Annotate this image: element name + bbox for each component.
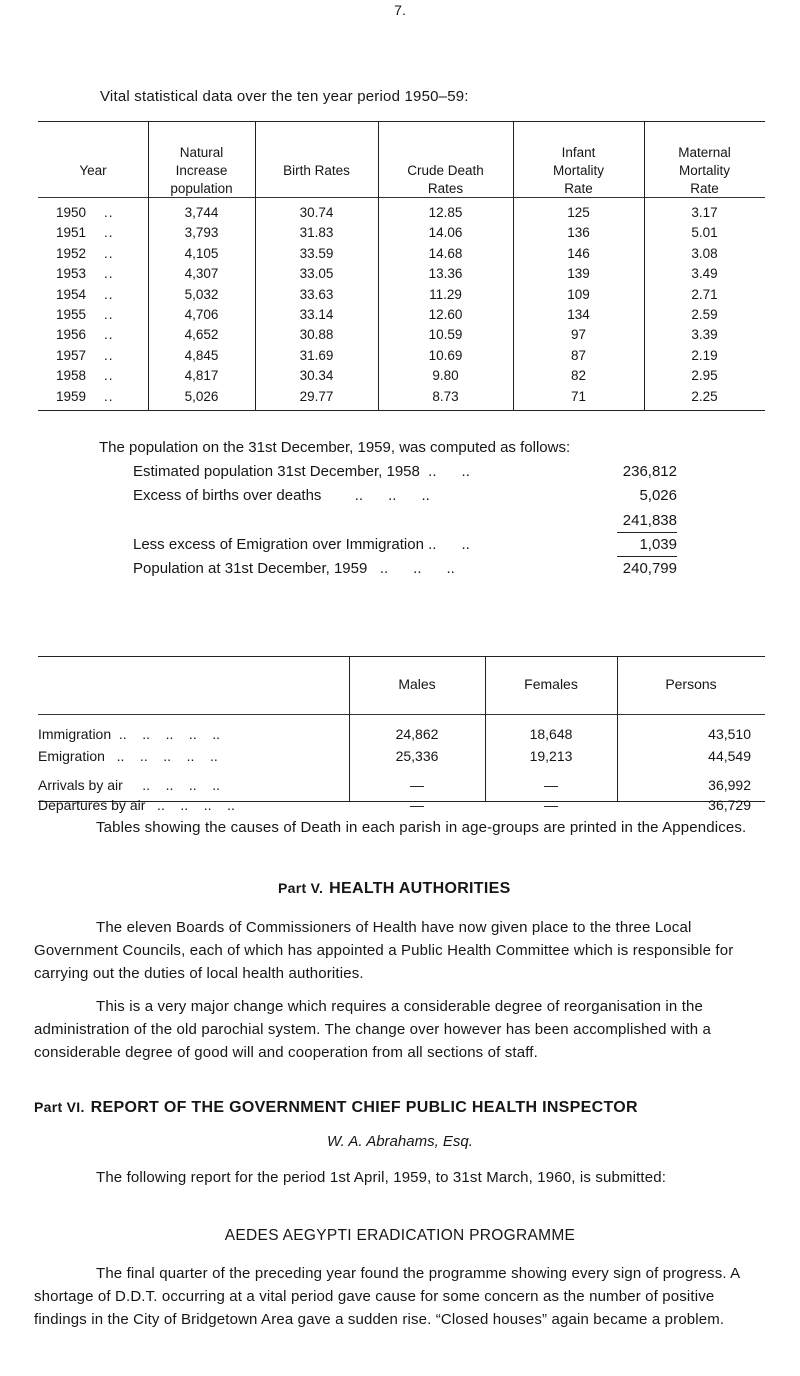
cell-birth-rate: 31.83 (299, 225, 334, 241)
population-title: The population on the 31st December, 1959, was computed as follows: (99, 439, 571, 456)
cell-crude-death: 14.06 (428, 225, 463, 241)
cell-crude-death: 11.29 (429, 286, 462, 302)
leader-dots: .. (104, 205, 114, 220)
leader-dots: .. (104, 225, 114, 241)
table-row (38, 205, 765, 226)
cell-males: 25,336 (395, 748, 439, 764)
population-line-label: Less excess of Emigration over Immigration .. .. (133, 536, 470, 553)
cell-infant: 139 (567, 266, 590, 282)
header-line: Infant (561, 145, 596, 160)
cell-birth-rate: 33.05 (299, 266, 334, 282)
header-persons: Persons (665, 676, 717, 692)
population-line-value: 240,799 (622, 560, 677, 577)
page-number: 7. (394, 2, 406, 18)
part-title: HEALTH AUTHORITIES (329, 880, 511, 897)
header-year: Year (79, 163, 107, 178)
header-maternal-mortality (644, 144, 765, 198)
cell-birth-rate: 31.69 (299, 347, 334, 363)
cell-natural-increase: 4,307 (184, 266, 219, 282)
cell-natural-increase: 4,845 (184, 347, 219, 363)
population-line-value: 241,838 (622, 512, 677, 529)
header-line: Increase (175, 163, 228, 178)
table-row (38, 389, 765, 410)
cell-females: 18,648 (529, 726, 573, 742)
header-line: Mortality (552, 163, 604, 178)
cell-persons: 36,729 (708, 797, 751, 813)
cell-maternal: 5.01 (691, 225, 718, 241)
cell-females: — (544, 777, 558, 793)
cell-infant: 125 (567, 205, 590, 220)
cell-birth-rate: 33.59 (299, 245, 334, 261)
header-females: Females (524, 676, 578, 692)
part-label: Part VI. (34, 1099, 85, 1115)
cell-birth-rate: 33.63 (299, 286, 334, 302)
population-line-value: 5,026 (639, 487, 677, 504)
part-label: Part V. (278, 880, 324, 896)
part-6-paragraph-1: The following report for the period 1st April, 1959, to 31st March, 1960, is submitted: (96, 1169, 667, 1186)
table-row (38, 225, 765, 246)
header-natural-increase (148, 144, 255, 198)
table-row (38, 246, 765, 267)
part-6-heading (34, 1099, 638, 1117)
cell-infant: 134 (567, 307, 590, 322)
programme-subheading: AEDES AEGYPTI ERADICATION PROGRAMME (224, 1227, 576, 1244)
row-label: Departures by air .. .. .. .. (38, 797, 235, 813)
cell-infant: 136 (567, 225, 590, 241)
cell-birth-rate: 30.88 (299, 327, 334, 343)
cell-males: — (410, 777, 424, 793)
population-line-label: Estimated population 31st December, 1958 .. .. (133, 463, 470, 480)
cell-females: — (544, 797, 558, 813)
cell-year: 1951 (55, 225, 87, 241)
cell-maternal: 3.49 (691, 266, 718, 282)
cell-males: — (410, 797, 424, 813)
cell-natural-increase: 4,706 (184, 307, 219, 322)
cell-natural-increase: 3,793 (184, 225, 219, 241)
sum-underline (617, 556, 677, 557)
cell-natural-increase: 4,817 (184, 368, 219, 384)
table-row (38, 368, 765, 389)
header-line: Rate (690, 181, 719, 196)
cell-birth-rate: 29.77 (299, 388, 334, 404)
cell-maternal: 3.17 (691, 205, 718, 220)
cell-persons: 44,549 (708, 748, 751, 764)
header-crude-death (378, 162, 513, 198)
cell-maternal: 2.25 (691, 388, 718, 404)
cell-maternal: 3.39 (691, 327, 718, 343)
cell-maternal: 3.08 (691, 245, 718, 261)
table-row (38, 327, 765, 348)
cell-maternal: 2.95 (691, 368, 718, 384)
population-line-label: Population at 31st December, 1959 .. .. .. (133, 560, 455, 577)
header-line: Mortality (678, 163, 730, 178)
leader-dots: .. (104, 388, 114, 404)
cell-birth-rate: 30.74 (299, 205, 334, 220)
cell-year: 1956 (55, 327, 87, 343)
cell-crude-death: 10.69 (428, 347, 463, 363)
cell-year: 1958 (55, 368, 87, 384)
cell-year: 1959 (55, 388, 87, 404)
cell-females: 19,213 (529, 748, 573, 764)
row-label: Arrivals by air .. .. .. .. (38, 777, 221, 793)
header-line: Rate (564, 181, 593, 196)
header-line: population (170, 181, 233, 196)
table-row (38, 307, 765, 328)
cell-crude-death: 10.59 (428, 327, 463, 343)
leader-dots: .. (104, 245, 114, 261)
header-infant-mortality (513, 144, 644, 198)
cell-infant: 71 (570, 388, 587, 404)
header-birth-rates: Birth Rates (283, 163, 350, 178)
cell-infant: 87 (570, 347, 587, 363)
appendix-note: Tables showing the causes of Death in each parish in age-groups are printed in the Appendices. (96, 819, 747, 836)
leader-dots: .. (104, 266, 114, 282)
cell-year: 1950 (55, 205, 87, 220)
table-row (38, 266, 765, 287)
header-males: Males (398, 676, 436, 692)
header-line: Natural (179, 145, 224, 160)
header-line: Maternal (678, 145, 731, 160)
cell-year: 1953 (55, 266, 87, 282)
cell-maternal: 2.59 (691, 307, 718, 322)
cell-natural-increase: 3,744 (184, 205, 219, 220)
cell-birth-rate: 30.34 (299, 368, 334, 384)
leader-dots: .. (104, 327, 114, 343)
table-row (38, 287, 765, 308)
cell-crude-death: 9.80 (432, 368, 459, 384)
leader-dots: .. (104, 368, 114, 384)
cell-year: 1952 (55, 245, 87, 261)
cell-infant: 146 (567, 245, 590, 261)
header-line: Rates (427, 181, 464, 196)
population-line-value: 236,812 (622, 463, 677, 480)
part-5-paragraph-2: This is a very major change which requires a considerable degree of reorganisation in the administration of the old parochial system. The change over however has been accomplished with a considerable degree of good will and cooperation from all sections of staff. (34, 998, 711, 1061)
cell-year: 1957 (55, 347, 87, 363)
cell-year: 1955 (55, 307, 87, 322)
table-rule-top (38, 656, 765, 657)
cell-natural-increase: 4,652 (184, 327, 219, 343)
table-row (38, 348, 765, 369)
row-label: Emigration .. .. .. .. .. (38, 748, 218, 764)
part-5-paragraph-1: The eleven Boards of Commissioners of Health have now given place to the three Local Government Councils, each of which has appointed a Public Health Committee which is responsible for carrying out the duties of local health authorities. (34, 919, 734, 982)
cell-infant: 82 (570, 368, 587, 384)
cell-crude-death: 12.60 (428, 307, 463, 322)
cell-natural-increase: 5,026 (184, 388, 219, 404)
cell-maternal: 2.19 (691, 347, 718, 363)
cell-maternal: 2.71 (691, 286, 718, 302)
cell-males: 24,862 (395, 726, 439, 742)
cell-crude-death: 12.85 (428, 205, 463, 220)
cell-crude-death: 13.36 (428, 266, 463, 282)
cell-natural-increase: 4,105 (184, 245, 219, 261)
leader-dots: .. (104, 347, 114, 363)
leader-dots: .. (104, 307, 114, 322)
part-title: REPORT OF THE GOVERNMENT CHIEF PUBLIC HEALTH INSPECTOR (90, 1099, 638, 1116)
part-6-paragraph-2: The final quarter of the preceding year found the programme showing every sign of progress. A shortage of D.D.T. occurring at a vital period gave cause for some concern as the number of positive findings in the City of Bridgetown Area gave a sudden rise. “Closed houses” again became a problem. (34, 1265, 740, 1328)
population-line-value: 1,039 (639, 536, 677, 553)
cell-persons: 43,510 (708, 726, 751, 742)
table-rule-header (38, 714, 765, 715)
cell-birth-rate: 33.14 (299, 307, 334, 322)
sum-underline (617, 532, 677, 533)
population-line-label: Excess of births over deaths .. .. .. (133, 487, 430, 504)
cell-infant: 97 (570, 327, 587, 343)
intro-text: Vital statistical data over the ten year period 1950–59: (100, 88, 469, 105)
cell-year: 1954 (55, 286, 87, 302)
leader-dots: .. (104, 286, 114, 302)
cell-natural-increase: 5,032 (184, 286, 219, 302)
cell-crude-death: 14.68 (428, 245, 463, 261)
cell-persons: 36,992 (708, 777, 751, 793)
header-line: Crude Death (407, 163, 484, 178)
cell-infant: 109 (567, 286, 590, 302)
row-label: Immigration .. .. .. .. .. (38, 726, 221, 742)
author-line: W. A. Abrahams, Esq. (327, 1133, 473, 1150)
cell-crude-death: 8.73 (432, 388, 459, 404)
part-5-heading (278, 880, 511, 898)
